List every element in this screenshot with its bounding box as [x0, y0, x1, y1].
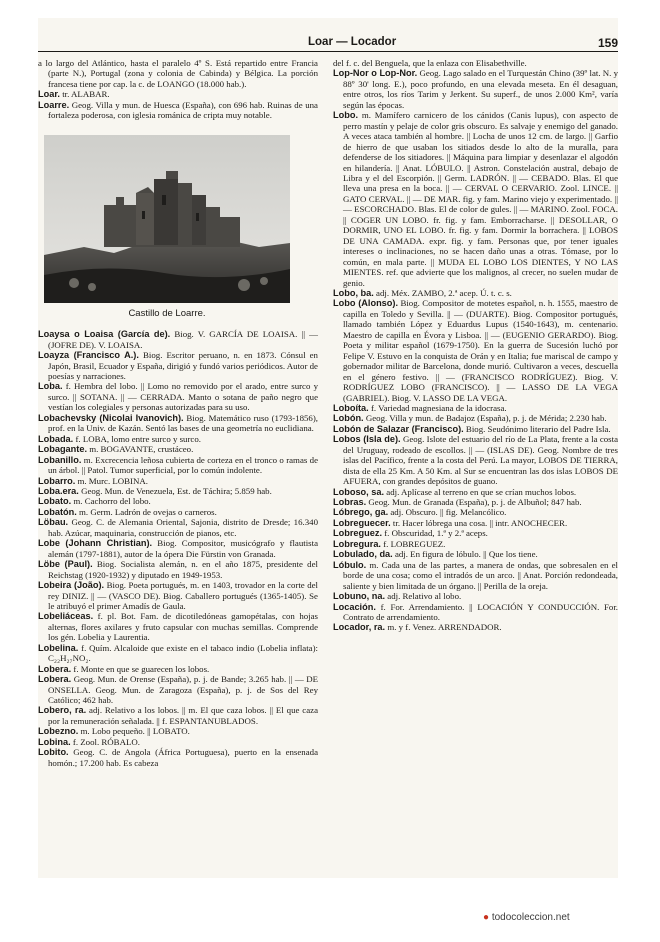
entry-headword: Lobo. — [333, 110, 359, 121]
dictionary-entry — [38, 737, 318, 747]
entry-headword: Loaysa o Loaisa (García de). — [38, 329, 171, 340]
entry-headword: Lobina. — [38, 736, 71, 747]
dictionary-entry — [38, 89, 318, 99]
dictionary-entry — [38, 58, 318, 89]
watermark — [483, 912, 570, 923]
entry-definition: adj. Aplícase al terreno en que se crían muchos lobos. — [386, 486, 577, 497]
entry-headword: Loayza (Francisco A.). — [38, 350, 139, 361]
entry-definition: m. Cachorro del lobo. — [73, 496, 151, 507]
entry-definition: Biog. Compositor de motetes español, n. h. 1555, maestro de capilla en Toledo y Sevilla. || — (DUARTE). Biog. Compositor portugués, llamado también López y Eduardus Lupus (1540-1643), m. centenario. Maestro de capilla en Évora y Lisboa. || — (EUGENIO GERARDO). Biog. Poeta y militar español (1679-1750). En la guerra de Sucesión luchó por Felipe V. Estuvo en la conquista de Orán y en Italia; fue mariscal de campo y gobernador militar de Barcelona, donde murió. Cultivaron a veces, descuella en el género festivo. || — (FRANCISCO RODRÍGUEZ). Biog. V. RODRÍGUEZ LOBO (FRANCISCO). || — LASSO DE LA VEGA (GABRIEL). Biog. V. LASSO DE LA VEGA. — [343, 298, 618, 403]
entry-headword: Loarre. — [38, 99, 70, 110]
dictionary-entry — [38, 611, 318, 642]
entry-headword: Loboso, sa. — [333, 486, 385, 497]
dictionary-entry — [38, 455, 318, 476]
entry-definition: Geog. Lago salado en el Turquestán Chino (39º lat. N. y 88º 30' long. E.), poco profundo, en una elevada meseta. En él desaguan, entre otros, los ríos Tarim y Jerkent. Su superf., de unos 2.000 Km², varía según las épocas. — [343, 68, 618, 110]
entry-headword: Lobreguez. — [333, 528, 383, 539]
dictionary-entry — [333, 602, 618, 623]
entry-headword: Lobe (Johann Christian). — [38, 538, 153, 549]
entry-definition: Biog. Compositor, musicógrafo y flautista alemán (1797-1881), autor de la ópera Die Fürstin von Granada. — [48, 538, 318, 559]
entry-headword: Lobras. — [333, 497, 367, 508]
entry-definition: Geog. Mun. de Venezuela, Est. de Táchira; 5.859 hab. — [81, 485, 272, 496]
entry-definition: f. Obscuridad, 1.ª y 2.ª aceps. — [384, 528, 488, 539]
dictionary-entry — [333, 424, 618, 434]
entry-headword: Loba.era. — [38, 485, 79, 496]
dictionary-entry — [38, 496, 318, 506]
entry-headword: Loboíta. — [333, 402, 369, 413]
entry-definition: Geog. Mun. de Orense (España), p. j. de Bande; 3.265 hab. || — DE ONSELLA. Geog. Mun. de Zaragoza (España), p. j. de Sos del Rey Católico; 462 hab. — [48, 674, 318, 706]
entry-definition: adj. En figura de lóbulo. || Que los tiene. — [394, 549, 538, 560]
right-entries — [333, 58, 618, 633]
entry-headword: Lobera. — [38, 674, 72, 685]
entry-headword: Lobada. — [38, 433, 74, 444]
entry-definition: a lo largo del Atlántico, hasta el paralelo 4º S. Está repartido entre Francia (parte N.), Portugal (zona y colonia de Cabinda) y Bélgica. La porción francesa tiene por cap. la c. de LOANGO (18.000 hab.). — [38, 58, 318, 89]
dictionary-entry — [333, 298, 618, 403]
dictionary-entry — [333, 560, 618, 591]
entry-headword: Lobos (Isla de). — [333, 434, 401, 445]
entry-definition: m. Germ. Ladrón de ovejas o carneros. — [79, 506, 217, 517]
dictionary-entry — [38, 726, 318, 736]
dictionary-entry — [333, 507, 618, 517]
header-rule — [38, 51, 618, 52]
entry-headword: Löbe (Paul). — [38, 559, 93, 570]
dictionary-entry — [333, 58, 618, 68]
dictionary-entry — [38, 350, 318, 381]
entry-headword: Lop-Nor o Lop-Nor. — [333, 68, 418, 79]
dictionary-entry — [38, 100, 318, 121]
entry-definition: f. LOBA, lomo entre surco y surco. — [75, 433, 201, 444]
dictionary-entry — [38, 580, 318, 611]
entry-definition: f. LOBREGUEZ. — [383, 538, 446, 549]
entry-headword: Lobarro. — [38, 475, 76, 486]
figure-caption: Castillo de Loarre. — [128, 307, 206, 319]
entry-headword: Lobuno, na. — [333, 591, 386, 602]
dictionary-entry — [38, 434, 318, 444]
entry-headword: Lobito. — [38, 747, 69, 758]
entry-definition: Biog. Matemático ruso (1793-1856), prof. en la Univ. de Kazán. Sentó las bases de una geometría no euclidiana. — [48, 412, 319, 434]
entry-headword: Löbau. — [38, 517, 69, 528]
entry-definition: f. Hembra del lobo. || Lomo no removido por el arado, entre surco y surco. || SOTANA. || — CERRADA. Manto o sotana de paño negro que vestían los colegiales y personas autorizadas para su uso. — [48, 381, 319, 413]
entry-definition: f. For. Arrendamiento. || LOCACIÓN Y CONDUCCIÓN. For. Contrato de arrendamiento. — [343, 601, 618, 623]
left-entries-after-figure — [38, 329, 318, 768]
dictionary-entry — [333, 518, 618, 528]
dictionary-entry — [333, 403, 618, 413]
entry-definition: tr. Hacer lóbrega una cosa. || intr. ANOCHECER. — [392, 517, 568, 528]
dictionary-entry — [333, 487, 618, 497]
entry-headword: Locador, ra. — [333, 622, 386, 633]
dictionary-entry — [333, 434, 618, 486]
dictionary-entry — [333, 288, 618, 298]
dictionary-entry — [38, 747, 318, 768]
dictionary-entry — [333, 591, 618, 601]
entry-headword: Lobanillo. — [38, 454, 82, 465]
entry-definition: f. Monte en que se guarecen los lobos. — [73, 663, 210, 674]
running-head — [38, 36, 618, 56]
dictionary-page — [38, 18, 618, 878]
dictionary-entry — [38, 517, 318, 538]
dictionary-entry — [38, 559, 318, 580]
entry-definition: Biog. Seudónimo literario del Padre Isla. — [465, 423, 611, 434]
dictionary-entry — [38, 476, 318, 486]
entry-headword: Lobo, ba. — [333, 287, 374, 298]
entry-headword: Loba. — [38, 381, 63, 392]
entry-definition: Biog. Poeta portugués, m. en 1403, trovador en la corte del rey DINIZ. || — (VASCO DE). Biog. Caballero portugués (1365-1405). Se le atribuyó el primer Amadís de Gaula. — [48, 580, 319, 611]
dictionary-entry — [38, 413, 318, 434]
entry-headword: Lobeliáceas. — [38, 611, 94, 622]
dictionary-entry — [38, 538, 318, 559]
dictionary-entry — [333, 549, 618, 559]
entry-headword: Lobera. — [38, 663, 72, 674]
entry-headword: Loar. — [38, 89, 60, 100]
dictionary-entry — [38, 705, 318, 726]
entry-definition: Biog. Socialista alemán, n. en el año 1875, presidente del Reichstag (1920-1932) y diputado en 1949-1953. — [48, 559, 318, 580]
dictionary-entry — [38, 381, 318, 412]
page-title: Loar — Locador — [308, 36, 397, 48]
entry-headword: Lobregura. — [333, 538, 381, 549]
watermark-logo-icon: ● — [483, 912, 490, 923]
dictionary-entry — [38, 486, 318, 496]
entry-definition: f. Variedad magnesiana de la idocrasa. — [370, 402, 507, 413]
entry-definition: m. Excrecencia leñosa cubierta de corteza en el tronco o ramas de un árbol. || Patol. Tumor superficial, por lo común indolente. — [48, 454, 319, 476]
dictionary-entry — [38, 329, 318, 350]
entry-headword: Lobulado, da. — [333, 549, 393, 560]
entry-definition: m. y f. Venez. ARRENDADOR. — [387, 622, 502, 633]
dictionary-entry — [333, 528, 618, 538]
entry-headword: Lobagante. — [38, 444, 88, 455]
entry-definition: m. BOGAVANTE, crustáceo. — [89, 444, 194, 455]
left-column — [38, 58, 318, 768]
entry-headword: Lobatón. — [38, 506, 77, 517]
entry-headword: Lobreguecer. — [333, 517, 391, 528]
entry-headword: Lobón de Salazar (Francisco). — [333, 423, 464, 434]
entry-headword: Lobachevsky (Nicolai Ivanovich). — [38, 412, 184, 423]
entry-headword: Lobelina. — [38, 642, 79, 653]
entry-definition: Geog. Islote del estuario del río de La Plata, frente a la costa del Uruguay, rodeado de escollos. || — (ISLAS DE). Geog. Nombre de tres islas del Pacífico, frente a la costa del Perú. La mayor, LOBOS DE TIERRA, dista de ella 25 Km. A 50 Km. al Sur se encuentran las dos islas LOBOS DE AFUERA, con grandes depósitos de guano. — [343, 434, 618, 487]
entry-headword: Locación. — [333, 601, 376, 612]
watermark-text: todocoleccion.net — [491, 912, 570, 923]
dictionary-entry — [38, 674, 318, 705]
dictionary-entry — [38, 507, 318, 517]
entry-definition: Biog. V. GARCÍA DE LOAISA. || — (JOFRE DE). V. LOAISA. — [48, 329, 318, 350]
castle-photo — [44, 135, 290, 303]
right-column — [333, 58, 618, 633]
entry-headword: Lóbulo. — [333, 559, 367, 570]
entry-definition: f. Quím. Alcaloide que existe en el tabaco indio (Lobelia inflata): C₂₂H₂₇NO₂. — [48, 642, 318, 664]
entry-definition: adj. Relativo a los lobos. || m. El que caza lobos. || El que caza por la remuneración señalada. || f. ESPANTANUBLADOS. — [48, 705, 318, 726]
entry-definition: adj. Obscuro. || fig. Melancólico. — [390, 507, 507, 518]
dictionary-entry — [333, 539, 618, 549]
dictionary-entry — [38, 444, 318, 454]
entry-definition: del f. c. del Benguela, que la enlaza con Elisabethville. — [333, 58, 527, 68]
entry-definition: m. Lobo pequeño. || LOBATO. — [80, 726, 190, 737]
entry-definition: tr. ALABAR. — [62, 89, 110, 100]
dictionary-entry — [38, 643, 318, 664]
entry-definition: adj. Relativo al lobo. — [387, 591, 462, 602]
dictionary-entry — [333, 68, 618, 110]
dictionary-entry — [38, 664, 318, 674]
entry-definition: Biog. Escritor peruano, n. en 1873. Cónsul en Japón, Brasil, Ecuador y España, dirigió y fundó varios periódicos. Autor de poesías y narraciones. — [48, 350, 318, 381]
dictionary-entry — [333, 622, 618, 632]
entry-definition: Geog. Villa y mun. de Huesca (España), con 696 hab. Ruinas de una fortaleza poderosa, con iglesia románica de cripta muy notable. — [48, 99, 318, 121]
entry-definition: Geog. C. de Angola (África Portuguesa), puerto en la ensenada homón.; 17.200 hab. Es cabeza — [48, 747, 318, 768]
entry-definition: f. Zool. RÓBALO. — [72, 736, 140, 747]
entry-definition: f. pl. Bot. Fam. de dicotiledóneas gamopétalas, con hojas alternas, flores axilares y fruto capsular con muchas semillas. Comprende los gén. Lobelia y Laurentia. — [48, 611, 318, 643]
dictionary-entry — [333, 413, 618, 423]
left-entries-before-figure — [38, 58, 318, 121]
entry-definition: adj. Méx. ZAMBO, 2.ª acep. Ú. t. c. s. — [376, 287, 512, 298]
entry-headword: Lobezno. — [38, 726, 79, 737]
castle-illustration — [44, 135, 290, 319]
entry-definition: Geog. Villa y mun. de Badajoz (España), p. j. de Mérida; 2.230 hab. — [365, 413, 607, 424]
entry-headword: Lobeira (João). — [38, 580, 105, 591]
entry-headword: Lobo (Alonso). — [333, 298, 399, 309]
entry-definition: m. Mamífero carnicero de los cánidos (Canis lupus), con aspecto de perro mastín y pelaje de color gris obscuro. Es salvaje y enemigo del ganado. A veces ataca también al hombre. || Locha de unos 12 cm. de largo. || Garfio de hierro de que usaban los sitiados desde lo alto de la muralla, para defenderse de los sitiadores. || Máquina para limpiar y desenlazar el algodón en hilandería. || Anat. LÓBULO. || Astron. Constelación austral, debajo de Libra y el del Escorpión. || Germ. LADRÓN. || — CEBADO. Blas. El que lleva una presa en la boca. || — CERVAL O CERVARIO. Zool. LINCE. || GATO CERVAL. || — DE MAR. fig. y fam. Marino viejo y experimentado. || — ESCORCHADO. Blas. El de color de gules. || — MARINO. Zool. FOCA. || COGER UN LOBO. fr. fig. y fam. Emborracharse. || DESOLLAR, O DORMIR, UNO EL LOBO. fr. fig. y fam. Dormir la borrachera. || LOBOS DE UNA CAMADA. expr. fig. y fam. Personas que, por tener iguales intereses o inclinaciones, no se hacen daño unas a otras. Tómase, por lo común, en mala parte. || MUDA EL LOBO LOS DIENTES, Y NO LAS MIENTES. ref. que advierte que los malignos, al crecer, no suelen mudar de genio. — [343, 110, 618, 288]
entry-headword: Lobero, ra. — [38, 705, 87, 716]
page-number: 159 — [597, 36, 618, 50]
entry-definition: m. Cada una de las partes, a manera de ondas, que sobresalen en el borde de una cosa; como el intradós de un arco. || Anat. Porción redondeada, saliente y bien limitada de un órgano. || Perilla de la oreja. — [343, 559, 618, 591]
entry-definition: m. Murc. LOBINA. — [77, 475, 148, 486]
dictionary-entry — [333, 110, 618, 288]
entry-definition: Geog. C. de Alemania Oriental, Sajonia, distrito de Dresde; 16.340 hab. Azúcar, maquinaria, construcción de pianos, etc. — [48, 517, 319, 538]
dictionary-entry — [333, 497, 618, 507]
entry-headword: Lóbrego, ga. — [333, 507, 389, 518]
entry-headword: Lobato. — [38, 496, 72, 507]
entry-headword: Lobón. — [333, 413, 364, 424]
entry-definition: Geog. Mun. de Granada (España), p. j. de Albuñol; 847 hab. — [368, 497, 582, 508]
